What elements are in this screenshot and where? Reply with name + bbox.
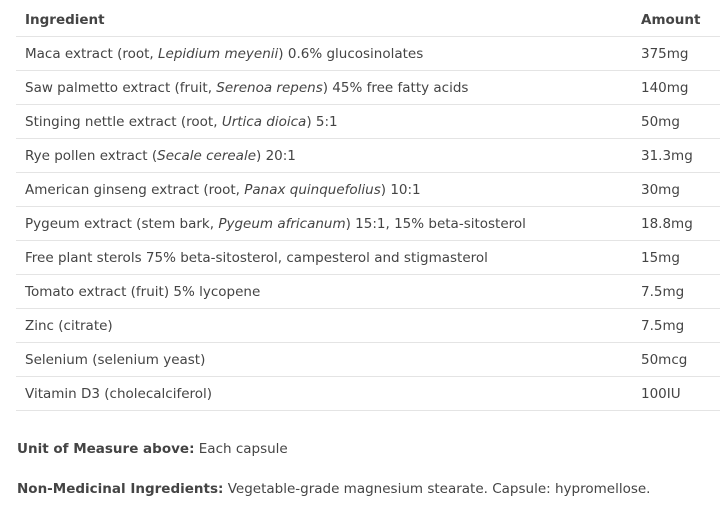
ingredient-name: Free plant sterols 75% beta-sitosterol, campesterol and stigmasterol (25, 249, 488, 266)
ingredient-cell (16, 139, 632, 173)
ingredient-latin-name: Pygeum africanum (218, 215, 346, 232)
amount-cell: 7.5mg (632, 275, 720, 309)
table-row (16, 343, 720, 377)
ingredient-name: Stinging nettle extract (root, (25, 113, 222, 130)
ingredient-spec: ) 5:1 (306, 113, 338, 130)
ingredient-cell (16, 207, 632, 241)
ingredient-cell (16, 241, 632, 275)
non-medicinal-ingredients-note (17, 481, 650, 497)
table-row (16, 207, 720, 241)
ingredient-name: Rye pollen extract ( (25, 147, 158, 164)
unit-of-measure-label: Unit of Measure above: (17, 441, 195, 457)
ingredient-column-header: Ingredient (25, 11, 105, 28)
amount-cell: 31.3mg (632, 139, 720, 173)
ingredient-name: Saw palmetto extract (fruit, (25, 79, 217, 96)
amount-cell: 15mg (632, 241, 720, 275)
ingredient-latin-name: Serenoa repens (216, 79, 323, 96)
ingredient-spec: ) 20:1 (256, 147, 296, 164)
ingredient-cell (16, 275, 632, 309)
amount-cell: 50mcg (632, 343, 720, 377)
ingredient-cell (16, 37, 632, 71)
ingredient-cell (16, 309, 632, 343)
non-medicinal-ingredients-label: Non-Medicinal Ingredients: (17, 481, 224, 497)
unit-of-measure-value: Each capsule (194, 441, 288, 457)
table-row (16, 241, 720, 275)
table-row (16, 173, 720, 207)
ingredient-spec: ) 10:1 (380, 181, 421, 198)
ingredient-cell (16, 173, 632, 207)
table-row (16, 139, 720, 173)
amount-cell: 50mg (632, 105, 720, 139)
ingredient-latin-name: Urtica dioica (221, 113, 307, 130)
non-medicinal-ingredients-value: Vegetable-grade magnesium stearate. Capsule: hypromellose. (223, 481, 651, 497)
ingredients-table (16, 3, 720, 411)
table-row (16, 105, 720, 139)
amount-cell: 18.8mg (632, 207, 720, 241)
amount-cell: 100IU (632, 377, 720, 411)
ingredient-name: Zinc (citrate) (25, 317, 113, 334)
table-row (16, 71, 720, 105)
amount-cell: 375mg (632, 37, 720, 71)
amount-column-header: Amount (641, 11, 701, 28)
table-row (16, 377, 720, 411)
ingredient-spec: ) 15:1, 15% beta-sitosterol (345, 215, 526, 232)
ingredient-cell (16, 343, 632, 377)
ingredient-name: Tomato extract (fruit) 5% lycopene (25, 283, 261, 300)
amount-cell: 7.5mg (632, 309, 720, 343)
table-row (16, 275, 720, 309)
unit-of-measure-note (17, 441, 288, 457)
ingredient-name: Maca extract (root, (25, 45, 159, 62)
ingredient-latin-name: Lepidium meyenii (158, 45, 279, 62)
table-header-row (16, 3, 720, 37)
ingredient-spec: ) 45% free fatty acids (322, 79, 469, 96)
ingredient-name: Selenium (selenium yeast) (25, 351, 206, 368)
ingredient-cell (16, 105, 632, 139)
table-row (16, 37, 720, 71)
ingredient-cell (16, 71, 632, 105)
ingredient-spec: ) 0.6% glucosinolates (278, 45, 424, 62)
table-row (16, 309, 720, 343)
ingredient-name: Vitamin D3 (cholecalciferol) (25, 385, 213, 402)
ingredients-table-body (16, 37, 720, 411)
amount-cell: 30mg (632, 173, 720, 207)
amount-cell: 140mg (632, 71, 720, 105)
ingredient-name: Pygeum extract (stem bark, (25, 215, 219, 232)
ingredient-cell (16, 377, 632, 411)
ingredient-name: American ginseng extract (root, (25, 181, 245, 198)
ingredient-latin-name: Panax quinquefolius (244, 181, 381, 198)
ingredient-latin-name: Secale cereale (157, 147, 257, 164)
